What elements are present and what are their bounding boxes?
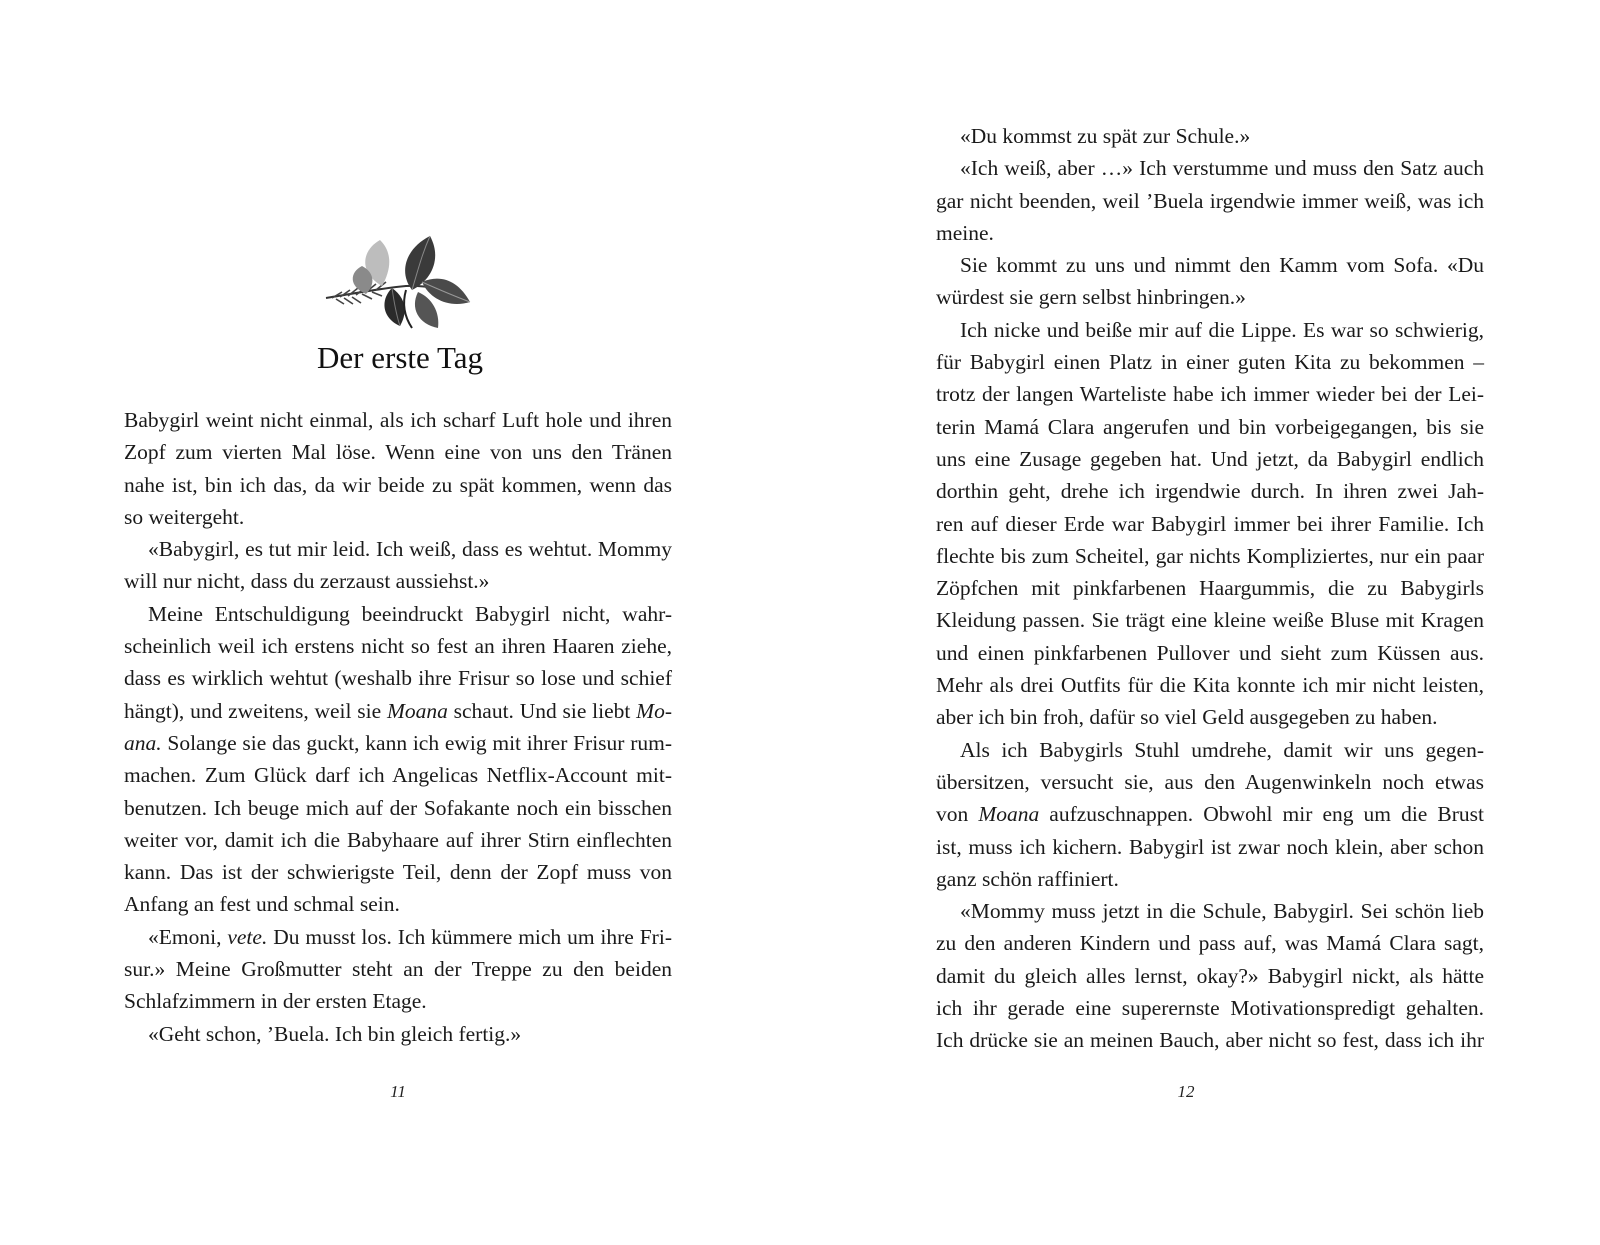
text-line: terin Mamá Clara angerufen und bin vorbeigegangen, bis sie (936, 414, 1484, 439)
text-run: schaut. Und sie liebt (447, 698, 637, 723)
text-run: aufzuschnappen. Obwohl mir eng um die Brust (1039, 802, 1485, 827)
text-line: zu den anderen Kindern und pass auf, was Mamá Clara sagt, (936, 931, 1484, 956)
text-line (124, 727, 672, 759)
right-page (800, 0, 1600, 1245)
text-line: Mehr als drei Outfits für die Kita konnte ich mir nicht leisten, (936, 673, 1484, 698)
text-line: Babygirl weint nicht einmal, als ich scharf Luft hole und ihren (124, 408, 672, 432)
text-line: Schlafzimmern in der ersten Etage. (124, 989, 427, 1014)
text-line: trotz der langen Warteliste habe ich immer wieder bei der Lei- (936, 382, 1484, 407)
text-line: «Ich weiß, aber …» Ich verstumme und muss den Satz auch (960, 156, 1484, 181)
text-line (936, 798, 1484, 830)
text-line: ich ihr gerade eine superernste Motivationspredigt gehalten. (936, 996, 1484, 1021)
text-line: flechte bis zum Scheitel, gar nichts Kompliziertes, nur ein paar (936, 543, 1484, 568)
text-line: so weitergeht. (124, 504, 245, 529)
text-line: damit du gleich alles lernst, okay?» Babygirl nickt, als hätte (936, 963, 1484, 988)
text-line: aber ich bin froh, dafür so viel Geld ausgegeben zu haben. (936, 705, 1438, 730)
text-run: hängt), und zweitens, weil sie (124, 698, 387, 723)
right-body-text (936, 120, 1484, 1057)
text-run: von (936, 802, 979, 827)
text-line: nahe ist, bin ich das, da wir beide zu spät kommen, wenn das (124, 472, 672, 497)
text-line: Zopf zum vierten Mal löse. Wenn eine von uns den Tränen (124, 440, 672, 465)
text-line: machen. Zum Glück darf ich Angelicas Netflix-Account mit- (124, 763, 672, 788)
text-line: meine. (936, 220, 994, 245)
book-title-italic: Moana (978, 802, 1040, 827)
spanish-word-italic: vete. (227, 924, 268, 949)
text-line: Anfang an fest und schmal sein. (124, 892, 400, 917)
text-line (124, 921, 672, 953)
page-number: 11 (390, 1082, 406, 1101)
text-line (124, 695, 672, 727)
text-line: «Mommy muss jetzt in die Schule, Babygirl. Sei schön lieb (960, 899, 1484, 924)
text-line: benutzen. Ich beuge mich auf der Sofakante noch ein bisschen (124, 795, 672, 820)
text-line: ren auf dieser Erde war Babygirl immer bei ihrer Familie. Ich (936, 511, 1484, 536)
text-line: sur.» Meine Großmutter steht an der Treppe zu den beiden (124, 957, 672, 982)
text-line: Kleidung passen. Sie trägt eine kleine weiße Bluse mit Kragen (936, 608, 1484, 633)
page-number: 12 (1177, 1082, 1195, 1101)
text-line: Meine Entschuldigung beeindruckt Babygirl nicht, wahr- (148, 601, 672, 626)
text-run: «Emoni, (148, 924, 228, 949)
book-title-italic: ana. (124, 730, 162, 755)
text-line: weiter vor, damit ich die Babyhaare auf ihrer Stirn einflechten (124, 827, 672, 852)
book-title-italic: Mo- (636, 698, 672, 723)
text-line: ganz schön raffiniert. (936, 866, 1119, 891)
text-line: Zöpfchen mit pinkfarbenen Haargummis, die zu Babygirls (936, 576, 1484, 601)
text-line: ist, muss ich kichern. Babygirl ist zwar noch klein, aber schon (936, 834, 1484, 859)
text-line: Als ich Babygirls Stuhl umdrehe, damit wir uns gegen- (960, 737, 1484, 762)
text-line: Sie kommt zu uns und nimmt den Kamm vom Sofa. «Du (960, 253, 1484, 278)
text-line: dass es wirklich wehtut (weshalb ihre Frisur so lose und schief (124, 666, 672, 691)
text-line: würdest sie gern selbst hinbringen.» (936, 285, 1246, 310)
text-line: Ich drücke sie an meinen Bauch, aber nicht so fest, dass ich ihr (936, 1028, 1484, 1053)
text-line: dorthin geht, drehe ich irgendwie durch. In ihren zwei Jah- (936, 479, 1484, 504)
text-run: Du musst los. Ich kümmere mich um ihre Fri- (267, 924, 672, 949)
text-line: kann. Das ist der schwierigste Teil, denn der Zopf muss von (124, 860, 672, 885)
text-line: für Babygirl einen Platz in einer guten Kita zu bekommen – (936, 350, 1484, 375)
text-line: scheinlich weil ich erstens nicht so fest an ihren Haaren ziehe, (124, 634, 672, 659)
left-body-text (124, 404, 672, 1050)
chapter-title: Der erste Tag (317, 340, 483, 375)
text-line: uns eine Zusage gegeben hat. Und jetzt, da Babygirl endlich (936, 446, 1484, 471)
text-line: will nur nicht, dass du zerzaust aussiehst.» (124, 569, 490, 594)
text-line: Ich nicke und beiße mir auf die Lippe. Es war so schwierig, (960, 317, 1484, 342)
text-line: «Geht schon, ’Buela. Ich bin gleich fertig.» (148, 1021, 522, 1046)
book-title-italic: Moana (386, 698, 448, 723)
text-line: «Babygirl, es tut mir leid. Ich weiß, dass es wehtut. Mommy (148, 537, 672, 562)
text-line: gar nicht beenden, weil ’Buela irgendwie immer weiß, was ich (936, 188, 1484, 213)
text-run: Solange sie das guckt, kann ich ewig mit ihrer Frisur rum- (161, 730, 672, 755)
text-line: übersitzen, versucht sie, aus den Augenwinkeln noch etwas (936, 769, 1484, 794)
leaf-ornament-icon (322, 228, 472, 334)
text-line: «Du kommst zu spät zur Schule.» (960, 124, 1251, 148)
text-line: und einen pinkfarbenen Pullover und sieht zum Küssen aus. (936, 640, 1484, 665)
